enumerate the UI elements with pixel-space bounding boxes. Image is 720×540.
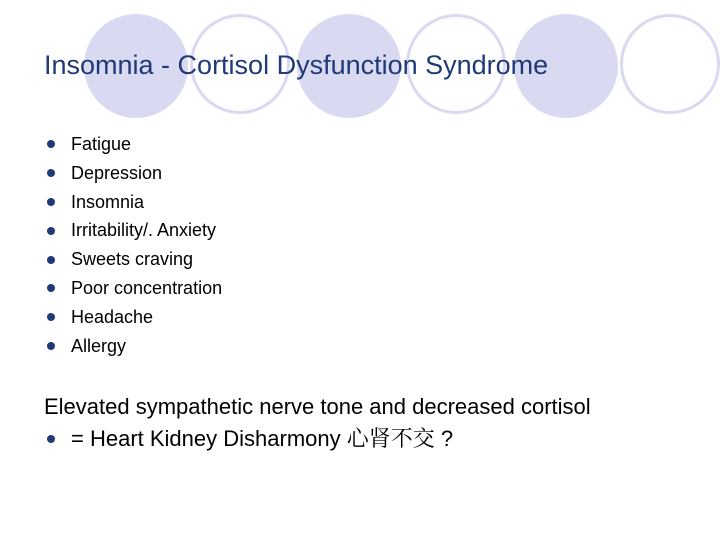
list-item-label: Allergy: [71, 335, 127, 356]
list-item: [47, 159, 222, 188]
list-item-label: Sweets craving: [71, 249, 194, 270]
bullet-icon: [47, 435, 55, 443]
bullet-icon: [47, 198, 55, 206]
bullet-icon: [47, 342, 55, 350]
list-item-label: Fatigue: [71, 134, 132, 154]
summary-line: Elevated sympathetic nerve tone and decreased cortisol: [44, 394, 591, 419]
bullet-icon: [47, 313, 55, 321]
summary-block: [44, 392, 591, 454]
list-item-label: Depression: [71, 162, 163, 183]
slide-title: Insomnia - Cortisol Dysfunction Syndrome: [44, 50, 549, 80]
list-item: [47, 332, 222, 361]
list-item: [47, 216, 222, 245]
list-item: [47, 245, 222, 274]
symptom-list: [47, 130, 222, 360]
list-item: [47, 274, 222, 303]
list-item-label: Insomnia: [71, 191, 145, 212]
decor-circle-6: [620, 14, 720, 114]
list-item: [47, 188, 222, 217]
list-item-label: Headache: [71, 306, 154, 327]
summary-bullet-label: = Heart Kidney Disharmony 心肾不交 ?: [71, 426, 454, 451]
bullet-icon: [47, 256, 55, 264]
bullet-icon: [47, 284, 55, 292]
bullet-icon: [47, 140, 55, 148]
bullet-icon: [47, 227, 55, 235]
bullet-icon: [47, 169, 55, 177]
list-item: [47, 303, 222, 332]
list-item: [47, 130, 222, 159]
list-item-label: Poor concentration: [71, 277, 223, 298]
summary-bullet: [44, 424, 591, 454]
list-item-label: Irritability/. Anxiety: [71, 220, 217, 241]
